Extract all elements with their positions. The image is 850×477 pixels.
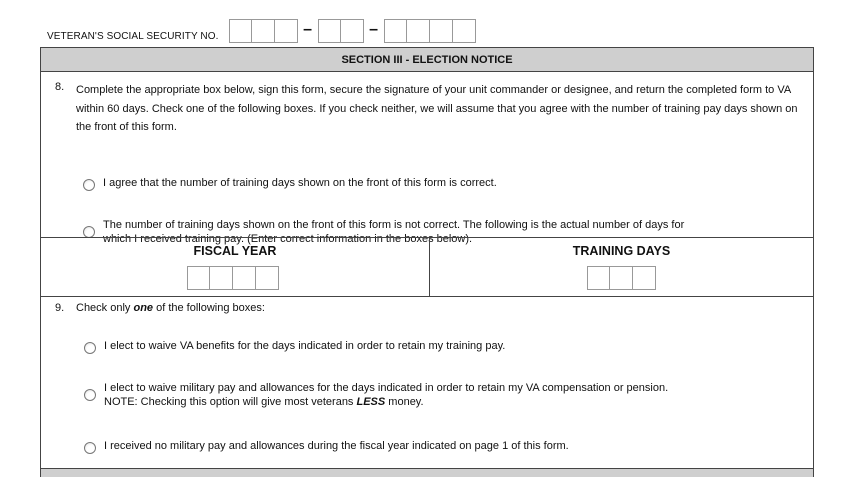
item-9-instructions [76,302,265,314]
item-8-number: 8. [55,81,65,93]
section-title: SECTION III - ELECTION NOTICE [41,48,813,72]
option-agree[interactable] [83,177,497,191]
ssn-dash: – [303,21,312,38]
note-emphasis: LESS [356,395,386,408]
option-agree-label: I agree that the number of training days shown on the front of this form is correct. [103,177,497,189]
radio-no-military-pay[interactable] [84,442,96,454]
item-9 [41,298,813,468]
option-waive-military-note [104,396,668,410]
next-section-bar [41,468,813,477]
option-waive-va[interactable] [84,340,505,354]
ssn-digit-box[interactable] [407,19,430,43]
fiscal-year-training-days-row [41,237,813,297]
ssn-group-2[interactable] [318,19,364,43]
fiscal-year-digit-box[interactable] [210,266,233,290]
fiscal-year-digit-box[interactable] [233,266,256,290]
ssn-row [47,18,476,44]
ssn-digit-box[interactable] [252,19,275,43]
ssn-digit-box[interactable] [229,19,252,43]
radio-waive-va[interactable] [84,342,96,354]
option-waive-military[interactable] [84,382,668,409]
fiscal-year-digit-box[interactable] [187,266,210,290]
option-disagree-label-line2: which I received training pay. (Enter correct information in the boxes below). [103,232,473,245]
option-waive-military-label: I elect to waive military pay and allowances for the days indicated in order to retain my VA compensation or pension. [104,382,669,394]
fiscal-year-column [41,238,430,296]
fiscal-year-input[interactable] [187,266,279,290]
training-days-digit-box[interactable] [633,266,656,290]
training-days-label: TRAINING DAYS [572,244,671,258]
ssn-digit-box[interactable] [384,19,407,43]
ssn-digit-box[interactable] [453,19,476,43]
ssn-dash: – [369,21,378,38]
fiscal-year-digit-box[interactable] [256,266,279,290]
ssn-digit-box[interactable] [275,19,298,43]
ssn-digit-box[interactable] [430,19,453,43]
fiscal-year-label: FISCAL YEAR [193,244,277,258]
item-9-lead-pre: Check only [76,302,134,314]
note-pre: NOTE: Checking this option will give most veterans [104,395,357,408]
option-no-military-pay[interactable] [84,440,569,454]
option-no-military-pay-label: I received no military pay and allowances during the fiscal year indicated on page 1 of this form. [104,440,569,452]
item-9-lead-emphasis: one [133,302,154,314]
note-post: money. [385,395,424,408]
item-9-number: 9. [55,302,65,314]
training-days-column [430,238,813,296]
option-waive-va-label: I elect to waive VA benefits for the days indicated in order to retain my training pay. [104,340,506,352]
election-notice-form [40,47,814,477]
option-disagree-label-line1: The number of training days shown on the front of this form is not correct. The following is the actual number of days for [103,219,685,231]
item-8 [41,73,813,245]
training-days-digit-box[interactable] [587,266,610,290]
ssn-group-3[interactable] [384,19,476,43]
radio-agree[interactable] [83,179,95,191]
training-days-input[interactable] [587,266,656,290]
ssn-label: VETERAN'S SOCIAL SECURITY NO. [47,30,219,42]
item-8-instructions: Complete the appropriate box below, sign this form, secure the signature of your unit commander or designee, and return the completed form to VA within 60 days. Check one of the following boxes. If you check neither, we will assume that you agree with the number of training pay days shown on the front of this form. [76,84,798,133]
ssn-group-1[interactable] [229,19,298,43]
radio-waive-military[interactable] [84,389,96,401]
item-9-lead-post: of the following boxes: [153,302,265,314]
training-days-digit-box[interactable] [610,266,633,290]
ssn-digit-box[interactable] [318,19,341,43]
ssn-digit-box[interactable] [341,19,364,43]
